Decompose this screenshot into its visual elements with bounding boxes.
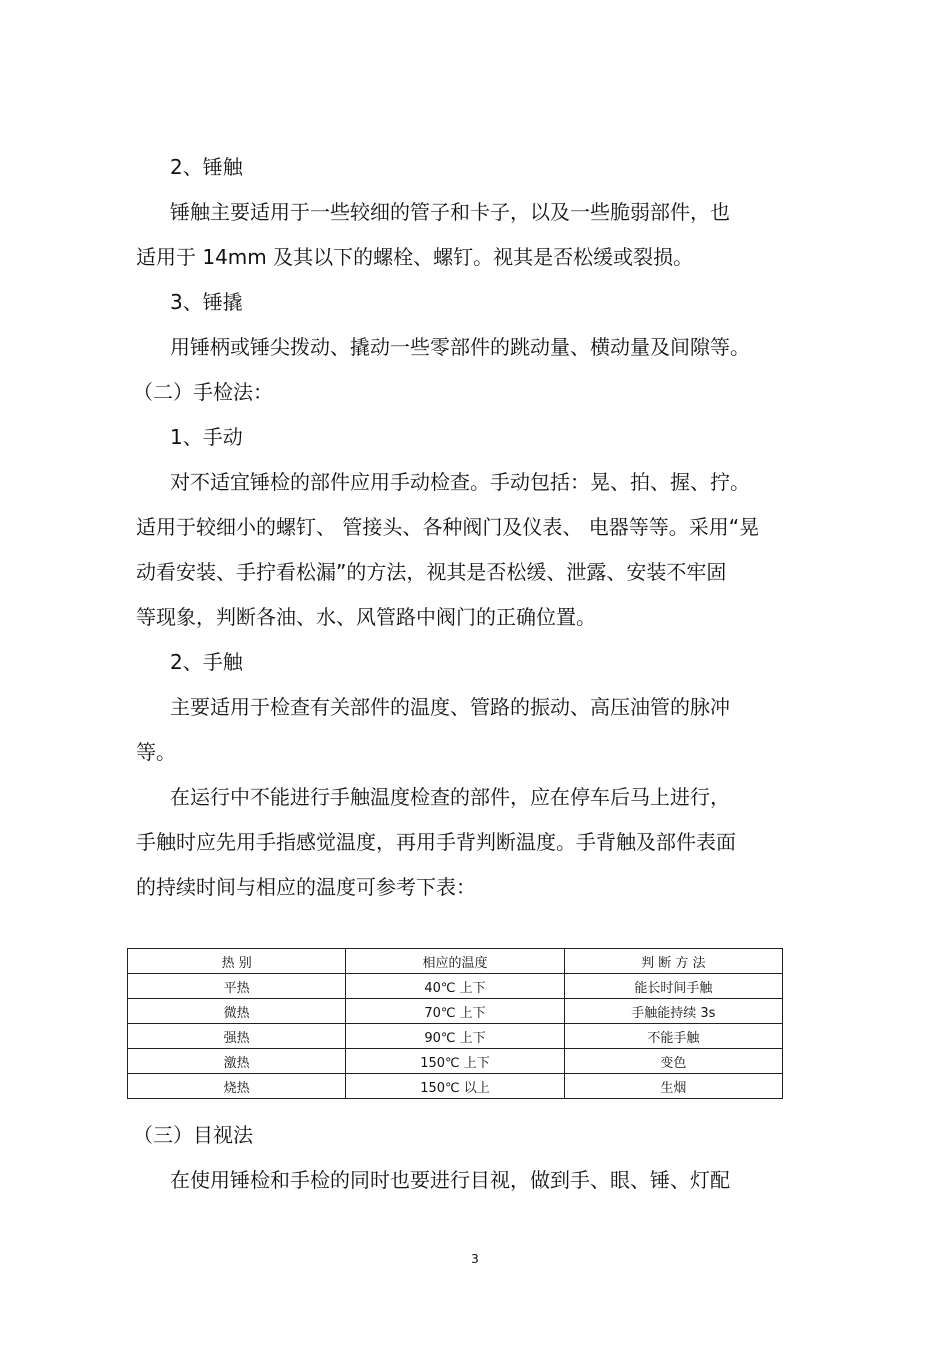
table-row xyxy=(128,974,783,999)
table-cell: 激热 xyxy=(128,1049,346,1074)
table-row xyxy=(128,1049,783,1074)
table-cell: 变色 xyxy=(564,1049,782,1074)
paragraph-line: 用锤柄或锤尖拨动、撬动一些零部件的跳动量、横动量及间隙等。 xyxy=(170,335,750,359)
paragraph-line: 手触时应先用手指感觉温度，再用手背判断温度。手背触及部件表面 xyxy=(136,830,736,854)
section-heading-hand-check: （二）手检法： xyxy=(133,380,273,404)
heading-hand-touch: 2、手触 xyxy=(170,650,243,674)
table-cell: 微热 xyxy=(128,999,346,1024)
paragraph-line: 适用于较细小的螺钉、 管接头、各种阀门及仪表、 电器等等。采用“晃 xyxy=(136,515,760,539)
table-cell: 烧热 xyxy=(128,1074,346,1099)
paragraph-line: 适用于 14mm 及其以下的螺栓、螺钉。视其是否松缓或裂损。 xyxy=(136,245,694,269)
paragraph-line: 动看安装、手拧看松漏”的方法，视其是否松缓、泄露、安装不牢固 xyxy=(136,560,727,584)
paragraph-line: 对不适宜锤检的部件应用手动检查。手动包括：晃、拍、握、拧。 xyxy=(170,470,750,494)
table-cell: 平热 xyxy=(128,974,346,999)
page-number: 3 xyxy=(471,1252,479,1266)
table-row xyxy=(128,1074,783,1099)
table-row xyxy=(128,999,783,1024)
paragraph-line: 主要适用于检查有关部件的温度、管路的振动、高压油管的脉冲 xyxy=(170,695,730,719)
table-cell: 生烟 xyxy=(564,1074,782,1099)
heading-hammer-pry: 3、锤撬 xyxy=(170,290,243,314)
table-cell: 能长时间手触 xyxy=(564,974,782,999)
paragraph-line: 等现象，判断各油、水、风管路中阀门的正确位置。 xyxy=(136,605,596,629)
heading-hammer-touch: 2、锤触 xyxy=(170,155,243,179)
table-row xyxy=(128,1024,783,1049)
header-heat-level: 热 别 xyxy=(128,949,346,974)
section-heading-visual-check: （三）目视法 xyxy=(133,1123,253,1147)
heading-hand-move: 1、手动 xyxy=(170,425,243,449)
table-header-row xyxy=(128,949,783,974)
table-cell: 70℃ 上下 xyxy=(346,999,564,1024)
temperature-table xyxy=(127,948,783,1099)
table-cell: 90℃ 上下 xyxy=(346,1024,564,1049)
paragraph-line: 锤触主要适用于一些较细的管子和卡子，以及一些脆弱部件，也 xyxy=(170,200,730,224)
paragraph-line: 在运行中不能进行手触温度检查的部件，应在停车后马上进行， xyxy=(170,785,730,809)
table-cell: 不能手触 xyxy=(564,1024,782,1049)
table-cell: 150℃ 上下 xyxy=(346,1049,564,1074)
paragraph-line: 的持续时间与相应的温度可参考下表： xyxy=(136,875,476,899)
paragraph-line: 等。 xyxy=(136,740,176,764)
table-cell: 150℃ 以上 xyxy=(346,1074,564,1099)
table-cell: 强热 xyxy=(128,1024,346,1049)
table-cell: 40℃ 上下 xyxy=(346,974,564,999)
header-judgement-method: 判 断 方 法 xyxy=(564,949,782,974)
paragraph-line: 在使用锤检和手检的同时也要进行目视，做到手、眼、锤、灯配 xyxy=(170,1168,730,1192)
table-cell: 手触能持续 3s xyxy=(564,999,782,1024)
header-temperature: 相应的温度 xyxy=(346,949,564,974)
